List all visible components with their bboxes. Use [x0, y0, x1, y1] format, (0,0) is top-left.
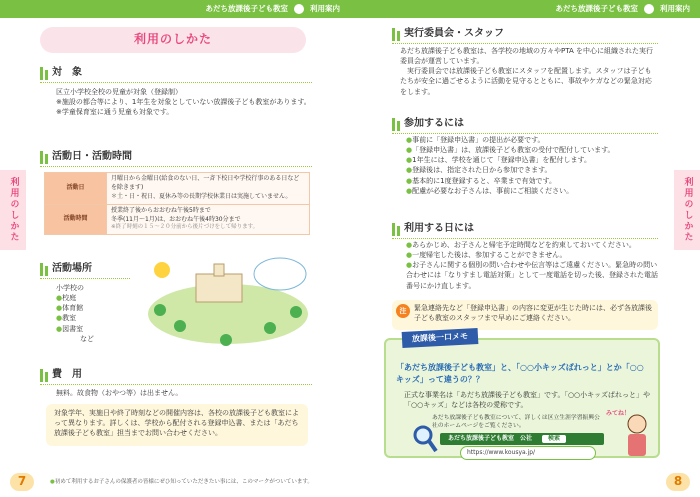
memo-question: 「あだち放課後子ども教室」と、「○○小キッズぱれっと」とか「○○キッズ」って違うの？？: [396, 363, 644, 384]
list-item: ●お子さんに関する個別の問い合わせや伝言等はご遠慮ください。緊急時の問い合わせには「なりすまし電話対策」として一度電話を切った後、登録された電話番号にかけ直します。: [406, 261, 658, 290]
caution-icon: 注: [396, 304, 410, 318]
note-box: [46, 404, 308, 446]
school-illustration: [140, 252, 316, 352]
section-committee-heading: 実行委員会・スタッフ: [392, 27, 504, 42]
note-text: 対象学年、実施日や終了時刻などの開催内容は、各校の放課後子ども教室によって異なります。詳しくは、学校から配付される登録申込書、または「あだち放課後子ども教室」担当までお問い合わせください。: [54, 409, 299, 438]
memo-tag: 放課後一口メモ: [402, 328, 479, 348]
schedule-cell: [107, 205, 310, 235]
side-tab-right: 利用のしかた: [674, 170, 700, 250]
list-item: ●図書室: [56, 324, 84, 333]
compass-icon: [294, 4, 304, 14]
compass-icon: [644, 4, 654, 14]
footer-note: ●初めて利用するお子さんの保護者の皆様にぜひ知っていただきたい事には、このマークがついています。: [50, 479, 313, 486]
divider: [40, 278, 130, 279]
list-item: ●「登録申込書」は、放課後子ども教室の受付で配付しています。: [406, 146, 615, 155]
list-item: ●登録後は、指定された日から参加できます。: [406, 166, 552, 175]
join-list: [406, 135, 656, 196]
section-target-heading: 対 象: [40, 66, 82, 81]
table-row: [45, 205, 310, 235]
search-bar[interactable]: [440, 433, 604, 445]
place-list: [56, 283, 136, 344]
side-tab-left: 利用のしかた: [0, 170, 26, 250]
green-bars-icon: [392, 118, 400, 131]
divider: [40, 82, 312, 83]
memo-info: あだち放課後子ども教室について、詳しくは区立生涯学習振興公社のホームページをご覧ください。: [432, 415, 600, 430]
section-fee-heading: 費 用: [40, 368, 82, 383]
page-number-right: 8: [666, 473, 690, 491]
target-line: 区立小学校全校の児童が対象（登録制）: [56, 88, 182, 96]
list-item: ●教室: [56, 314, 77, 323]
schedule-label: 活動日: [45, 173, 107, 205]
memo-answer: 正式な事業名は「あだち放課後子ども教室」です。「○○小キッズぱれっと」や「○○キッズ」などは各校の愛称です。: [404, 391, 651, 410]
search-button[interactable]: 検索: [542, 435, 566, 444]
list-item: ●配慮が必要なお子さんは、事前にご相談ください。: [406, 186, 574, 195]
committee-p2: 実行委員会では放課後子ども教室にスタッフを配置します。スタッフは子どもたちが安全に過ごせるように活動を見守るとともに、事故やケガなどの緊急対応をします。: [400, 67, 652, 96]
list-item: ●あらかじめ、お子さんと帰宅予定時間などを約束しておいてください。: [406, 241, 636, 249]
mascot-illustration: [620, 412, 654, 458]
target-line: ※施設の都合等により、1年生を対象としていない放課後子ども教室があります。: [56, 98, 311, 107]
list-item: ●1年生には、学校を通じて「登録申込書」を配付します。: [406, 156, 592, 165]
target-line: ※学童保育室に通う児童も対象です。: [56, 108, 174, 117]
schedule-label: 活動時間: [45, 205, 107, 235]
schedule-cell: 月曜日から金曜日(給食のない日、一斉下校日や学校行事のある日などを除きます) ＊土・日・祝日、夏休み等の長期学校休業日は実施していません。: [107, 173, 310, 205]
right-header: [350, 0, 700, 18]
place-suffix: など: [80, 334, 94, 343]
schedule-table: [44, 172, 310, 235]
committee-p1: あだち放課後子ども教室は、各学校の地域の方々やPTA を中心に組織された実行委員会が運営しています。: [400, 47, 653, 66]
right-header-title: あだち放課後子ども教室: [555, 3, 638, 13]
right-header-sub: 利用案内: [660, 3, 690, 13]
green-bars-icon: [392, 223, 400, 236]
divider: [392, 43, 658, 44]
section-use-heading: 利用する日には: [392, 222, 474, 237]
committee-text: [400, 46, 658, 97]
left-header: [0, 0, 350, 18]
green-bars-icon: [40, 67, 48, 80]
green-bars-icon: [40, 369, 48, 382]
list-item: ●事前に「登録申込書」の提出が必要です。: [406, 136, 545, 144]
divider: [392, 133, 658, 134]
url-link[interactable]: https://www.kousya.jp/: [460, 446, 596, 460]
speech-bubble: みてね！: [606, 410, 631, 417]
page-title: 利用のしかた: [40, 27, 306, 53]
section-join-heading: 参加するには: [392, 117, 464, 132]
schedule-note: ※終了時刻の１５～２０分前から後片づけをして帰ります。: [111, 224, 259, 231]
table-row: [45, 173, 310, 205]
search-label: あだち放課後子ども教室 公社: [448, 434, 533, 442]
page-number-left: 7: [10, 473, 34, 491]
green-bars-icon: [40, 151, 48, 164]
schedule-time-text: 授業終了後からおおむね午後5時まで 冬季(11月～1月)は、おおむね午後4時30分まで: [111, 207, 241, 223]
section-schedule-heading: 活動日・活動時間: [40, 150, 132, 165]
green-bars-icon: [40, 263, 48, 276]
left-header-sub: 利用案内: [310, 3, 340, 13]
divider: [392, 238, 658, 239]
list-item: ●一度帰宅した後は、参加することができません。: [406, 251, 567, 260]
section-place-heading: 活動場所: [40, 262, 92, 277]
list-item: ●基本的に1度登録すると、卒業まで有効です。: [406, 176, 557, 185]
list-item: ●校庭: [56, 294, 77, 303]
caution-text: 緊急連絡先など「登録申込書」の内容に変更が生じた時には、必ず各放課後子ども教室のスタッフまで早めにご連絡ください。: [414, 304, 652, 323]
green-bars-icon: [392, 28, 400, 41]
use-list: [406, 240, 658, 291]
place-intro: 小学校の: [56, 284, 84, 292]
target-text: [56, 87, 312, 117]
magnifier-icon: [412, 424, 438, 454]
divider: [40, 384, 312, 385]
left-header-title: あだち放課後子ども教室: [205, 3, 288, 13]
list-item: ●体育館: [56, 304, 84, 313]
fee-text: 無料。故食物（おやつ等）は出ません。: [56, 389, 183, 397]
divider: [40, 166, 312, 167]
caution-box: [392, 300, 658, 330]
